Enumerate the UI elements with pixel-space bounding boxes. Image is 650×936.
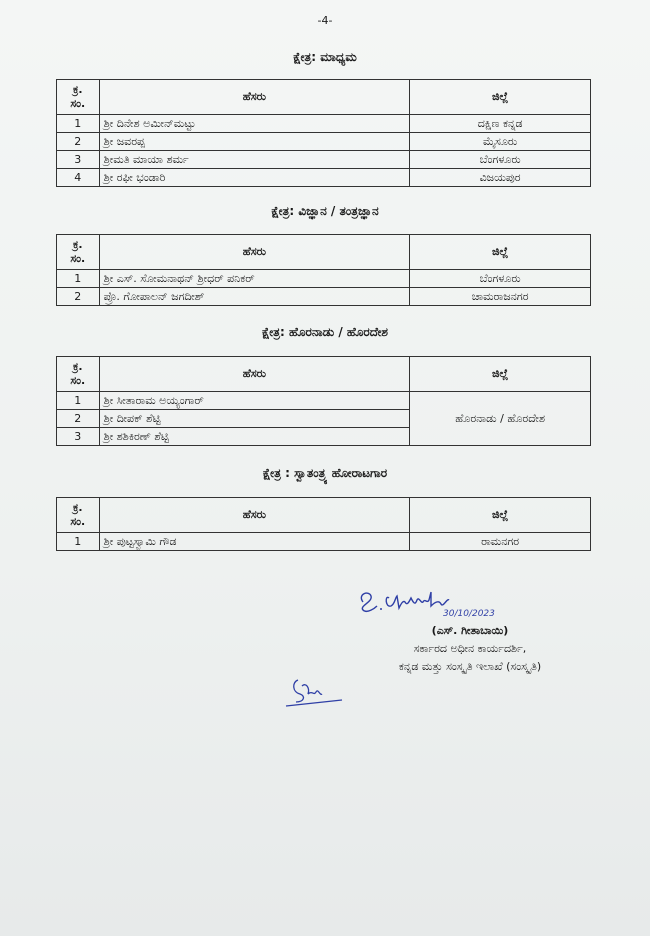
cell-name: ಶ್ರೀ ಜವರಪ್ಪ [99,133,410,151]
header-name: ಹೆಸರು [99,235,410,270]
header-district: ಜಿಲ್ಲೆ [410,80,591,115]
header-serial [57,498,100,533]
table-row [57,392,591,410]
header-serial-label: ಕ್ರ. ಸಂ. [70,83,86,110]
page-number: -4- [317,14,333,27]
cell-serial: 2 [57,288,100,306]
section-title-science: ಕ್ಷೇತ್ರ: ವಿಜ್ಞಾನ / ತಂತ್ರಜ್ಞಾನ [271,204,379,218]
cell-name: ಪ್ರೊ. ಗೋಪಾಲನ್ ಜಗದೀಶ್ [99,288,410,306]
cell-district: ಚಾಮರಾಜನಗರ [410,288,591,306]
cell-name: ಶ್ರೀ ದಿನೇಶ ಅಮೀನ್‌ಮಟ್ಟು [99,115,410,133]
cell-district: ವಿಜಯಪುರ [410,169,591,187]
initials-signature [284,672,350,712]
cell-serial: 3 [57,428,100,446]
cell-district: ಮೈಸೂರು [410,133,591,151]
cell-name: ಶ್ರೀ ಪುಟ್ಟಸ್ವಾಮಿ ಗೌಡ [99,533,410,551]
cell-serial: 2 [57,410,100,428]
signatory-name: (ಎಸ್. ಗೀತಾಬಾಯಿ) [431,624,509,637]
header-district: ಜಿಲ್ಲೆ [410,357,591,392]
table-row [57,533,591,551]
cell-district: ರಾಮನಗರ [410,533,591,551]
header-serial [57,235,100,270]
table-row [57,288,591,306]
table-row [57,133,591,151]
table-media [56,79,591,187]
table-row [57,151,591,169]
header-name: ಹೆಸರು [99,357,410,392]
cell-district: ಬೆಂಗಳೂರು [410,270,591,288]
header-name: ಹೆಸರು [99,498,410,533]
table-science [56,234,591,306]
cell-name: ಶ್ರೀ ಶಶಿಕಿರಣ್ ಶೆಟ್ಟಿ [99,428,410,446]
cell-serial: 1 [57,533,100,551]
table-freedom-fighter [56,497,591,551]
table-header-row [57,80,591,115]
cell-district: ದಕ್ಷಿಣ ಕನ್ನಡ [410,115,591,133]
header-serial-label: ಕ್ರ. ಸಂ. [70,238,86,265]
cell-name: ಶ್ರೀ ಎಸ್. ಸೋಮನಾಥನ್ ಶ್ರೀಧರ್ ಪನಿಕರ್ [99,270,410,288]
cell-name: ಶ್ರೀ ದೀಪಕ್ ಶೆಟ್ಟಿ [99,410,410,428]
cell-serial: 2 [57,133,100,151]
cell-serial: 1 [57,115,100,133]
table-header-row [57,235,591,270]
svg-text:30/10/2023: 30/10/2023 [443,609,495,618]
table-row [57,270,591,288]
section-title-media: ಕ್ಷೇತ್ರ: ಮಾಧ್ಯಮ [293,50,357,64]
cell-name: ಶ್ರೀ ಸೀತಾರಾಮ ಅಯ್ಯಂಗಾರ್ [99,392,410,410]
cell-name: ಶ್ರೀ ರಫೀ ಭಂಡಾರಿ [99,169,410,187]
cell-serial: 4 [57,169,100,187]
section-title-overseas: ಕ್ಷೇತ್ರ: ಹೊರನಾಡು / ಹೊರದೇಶ [261,325,388,339]
cell-serial: 1 [57,392,100,410]
cell-district: ಬೆಂಗಳೂರು [410,151,591,169]
header-serial-label: ಕ್ರ. ಸಂ. [70,360,86,387]
signature-block [340,586,600,676]
header-district: ಜಿಲ್ಲೆ [410,235,591,270]
header-district: ಜಿಲ್ಲೆ [410,498,591,533]
cell-district-merged: ಹೊರನಾಡು / ಹೊರದೇಶ [410,392,591,446]
header-serial-label: ಕ್ರ. ಸಂ. [70,501,86,528]
signatory-designation: ಸರ್ಕಾರದ ಅಧೀನ ಕಾರ್ಯದರ್ಶಿ, [413,642,527,655]
cell-serial: 3 [57,151,100,169]
header-name: ಹೆಸರು [99,80,410,115]
table-header-row [57,357,591,392]
table-row [57,115,591,133]
table-header-row [57,498,591,533]
table-row [57,169,591,187]
cell-name: ಶ್ರೀಮತಿ ಮಾಯಾ ಶರ್ಮ [99,151,410,169]
header-serial [57,357,100,392]
cell-serial: 1 [57,270,100,288]
signatory-department: ಕನ್ನಡ ಮತ್ತು ಸಂಸ್ಕೃತಿ ಇಲಾಖೆ (ಸಂಸ್ಕೃತಿ) [398,660,542,673]
header-serial [57,80,100,115]
table-overseas [56,356,591,446]
section-title-freedom-fighter: ಕ್ಷೇತ್ರ : ಸ್ವಾತಂತ್ರ್ಯ ಹೋರಾಟಗಾರ [262,466,388,480]
